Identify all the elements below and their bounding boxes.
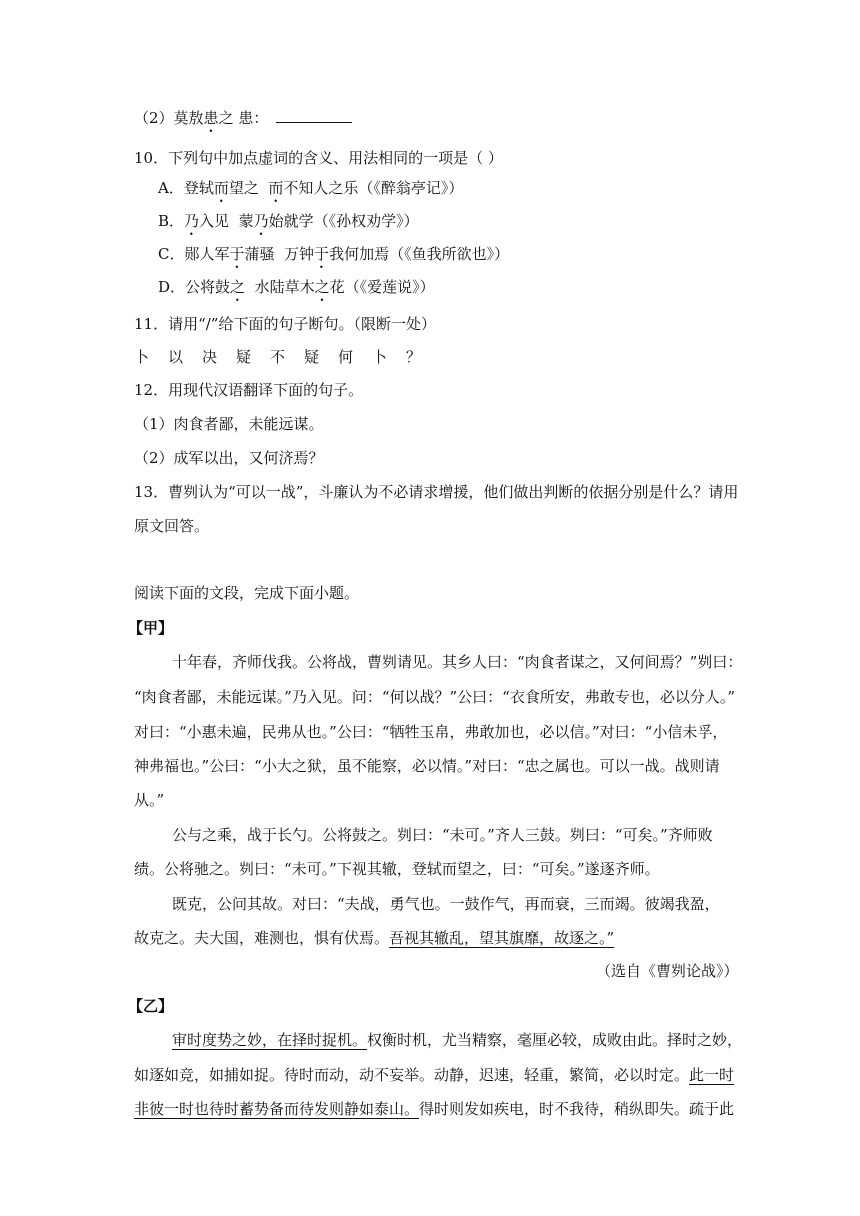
q11-stem: 11．请用“/”给下面的句子断句。（限断一处） <box>134 315 436 333</box>
passage-text: 得时则发如疾电，时不我待，稍纵即失。疏于此 <box>419 1100 735 1118</box>
underlined-sentence: 审时度势之妙，在择时捉机。 <box>172 1031 368 1049</box>
passage-jia-line: 对曰：“小惠未遍，民弗从也。”公曰：“牺牲玉帛，弗敢加也，必以信。”对曰：“小信未孚， <box>134 723 728 741</box>
q12-item-1: （1）肉食者鄙，未能远谋。 <box>134 415 324 433</box>
option-text: 始就学（《孙权劝学》） <box>268 212 419 230</box>
passage-text: 故克之。夫大国，难测也，惧有伏焉。 <box>134 929 390 947</box>
option-text: 水陆草木 <box>245 278 315 296</box>
sentence-char: 何 <box>338 348 354 366</box>
q10-option-b[interactable] <box>158 211 419 239</box>
q10-option-a[interactable] <box>158 178 463 206</box>
passage-jia-line: 公与之乘，战于长勺。公将鼓之。刿曰：“未可。”齐人三鼓。刿曰：“可矣。”齐师败 <box>172 826 713 844</box>
dotted-char: 而 <box>268 179 284 197</box>
underlined-sentence: 非彼一时也待时蓄势备而待发则静如泰山。 <box>134 1100 420 1118</box>
passage-jia-line: 既克，公问其故。对曰：“夫战，勇气也。一鼓作气，再而衰，三而竭。彼竭我盈， <box>172 895 720 913</box>
sentence-char: 卜 <box>134 348 150 366</box>
option-text: C．郧人军 <box>158 245 230 263</box>
q13-stem-line1: 13．曹刿认为“可以一战”，斗廉认为不必请求增援，他们做出判断的依据分别是什么？请用 <box>134 483 739 501</box>
dotted-char: 于 <box>229 245 245 263</box>
option-text: D．公将鼓 <box>158 278 231 296</box>
option-text: 我何加焉（《鱼我所欲也》） <box>329 245 510 263</box>
passage-jia-line <box>134 928 614 948</box>
q9-item-2 <box>134 108 352 136</box>
option-text: B． <box>158 212 185 230</box>
dotted-char: 患 <box>203 109 219 127</box>
passage-text: 如逐如竞，如捕如捉。待时而动，动不妄举。动静，迟速，轻重，繁简，必以时定。 <box>134 1066 690 1084</box>
q10-option-c[interactable] <box>158 244 509 272</box>
passage-jia-label: 【甲】 <box>128 619 174 637</box>
dotted-char: 而 <box>213 179 229 197</box>
option-text: 望之 <box>228 179 269 197</box>
passage-jia-line: 神弗福也。”公曰：“小大之狱，虽不能察，必以情。”对曰：“忠之属也。可以一战。战则请 <box>134 757 720 775</box>
sentence-char: 不 <box>270 348 286 366</box>
sentence-char: 以 <box>168 348 184 366</box>
option-text: 蒲骚 万钟 <box>244 245 315 263</box>
dotted-char: 之 <box>230 278 246 296</box>
underlined-sentence: 此一时 <box>689 1066 735 1084</box>
q9-prefix: （2）莫敖 <box>134 109 204 127</box>
passage-yi-line <box>172 1030 742 1050</box>
passage-jia-line: 十年春，齐师伐我。公将战，曹刿请见。其乡人曰：“肉食者谋之，又何间焉？”刿曰： <box>172 653 743 671</box>
passage-jia-line: 绩。公将驰之。刿曰：“未可。”下视其辙，登轼而望之，曰：“可矣。”遂逐齐师。 <box>134 860 660 878</box>
dotted-char: 于 <box>314 245 330 263</box>
passage-text: 权衡时机，尤当精察，毫厘必较，成败由此。择时之妙， <box>367 1031 743 1049</box>
passage-jia-line: “肉食者鄙，未能远谋。”乃入见。问：“何以战？”公曰：“衣食所安，弗敢专也，必以分人。” <box>134 688 736 706</box>
q10-stem: 10．下列句中加点虚词的含义、用法相同的一项是（ ） <box>134 149 503 167</box>
dotted-char: 乃 <box>253 212 269 230</box>
q13-stem-line2: 原文回答。 <box>134 517 210 535</box>
q10-option-d[interactable] <box>158 277 435 305</box>
passage-jia-line: 从。” <box>134 791 165 809</box>
answer-blank[interactable] <box>276 108 352 123</box>
passage-yi-line <box>134 1065 734 1085</box>
sentence-char: 决 <box>202 348 218 366</box>
sentence-char: 疑 <box>304 348 320 366</box>
sentence-char: ？ <box>406 348 422 366</box>
underlined-sentence: 吾视其辙乱，望其旗靡，故逐之。” <box>389 929 615 947</box>
passage-yi-label: 【乙】 <box>128 997 174 1015</box>
sentence-char: 疑 <box>236 348 252 366</box>
option-text: 花（《爱莲说》） <box>329 278 435 296</box>
q12-item-2: （2）成军以出，又何济焉？ <box>134 449 324 467</box>
q9-mid: 之 患： <box>218 109 269 127</box>
reading-intro: 阅读下面的文段，完成下面小题。 <box>134 584 360 602</box>
option-text: 入见 蒙 <box>199 212 254 230</box>
passage-source: （选自《曹刿论战》） <box>596 962 739 980</box>
dotted-char: 之 <box>314 278 330 296</box>
option-text: A．登轼 <box>158 179 214 197</box>
sentence-char: 卜 <box>372 348 388 366</box>
passage-yi-line <box>134 1099 734 1119</box>
q11-sentence <box>134 347 440 367</box>
option-text: 不知人之乐（《醉翁亭记》） <box>283 179 464 197</box>
dotted-char: 乃 <box>184 212 200 230</box>
q12-stem: 12．用现代汉语翻译下面的句子。 <box>134 381 364 399</box>
